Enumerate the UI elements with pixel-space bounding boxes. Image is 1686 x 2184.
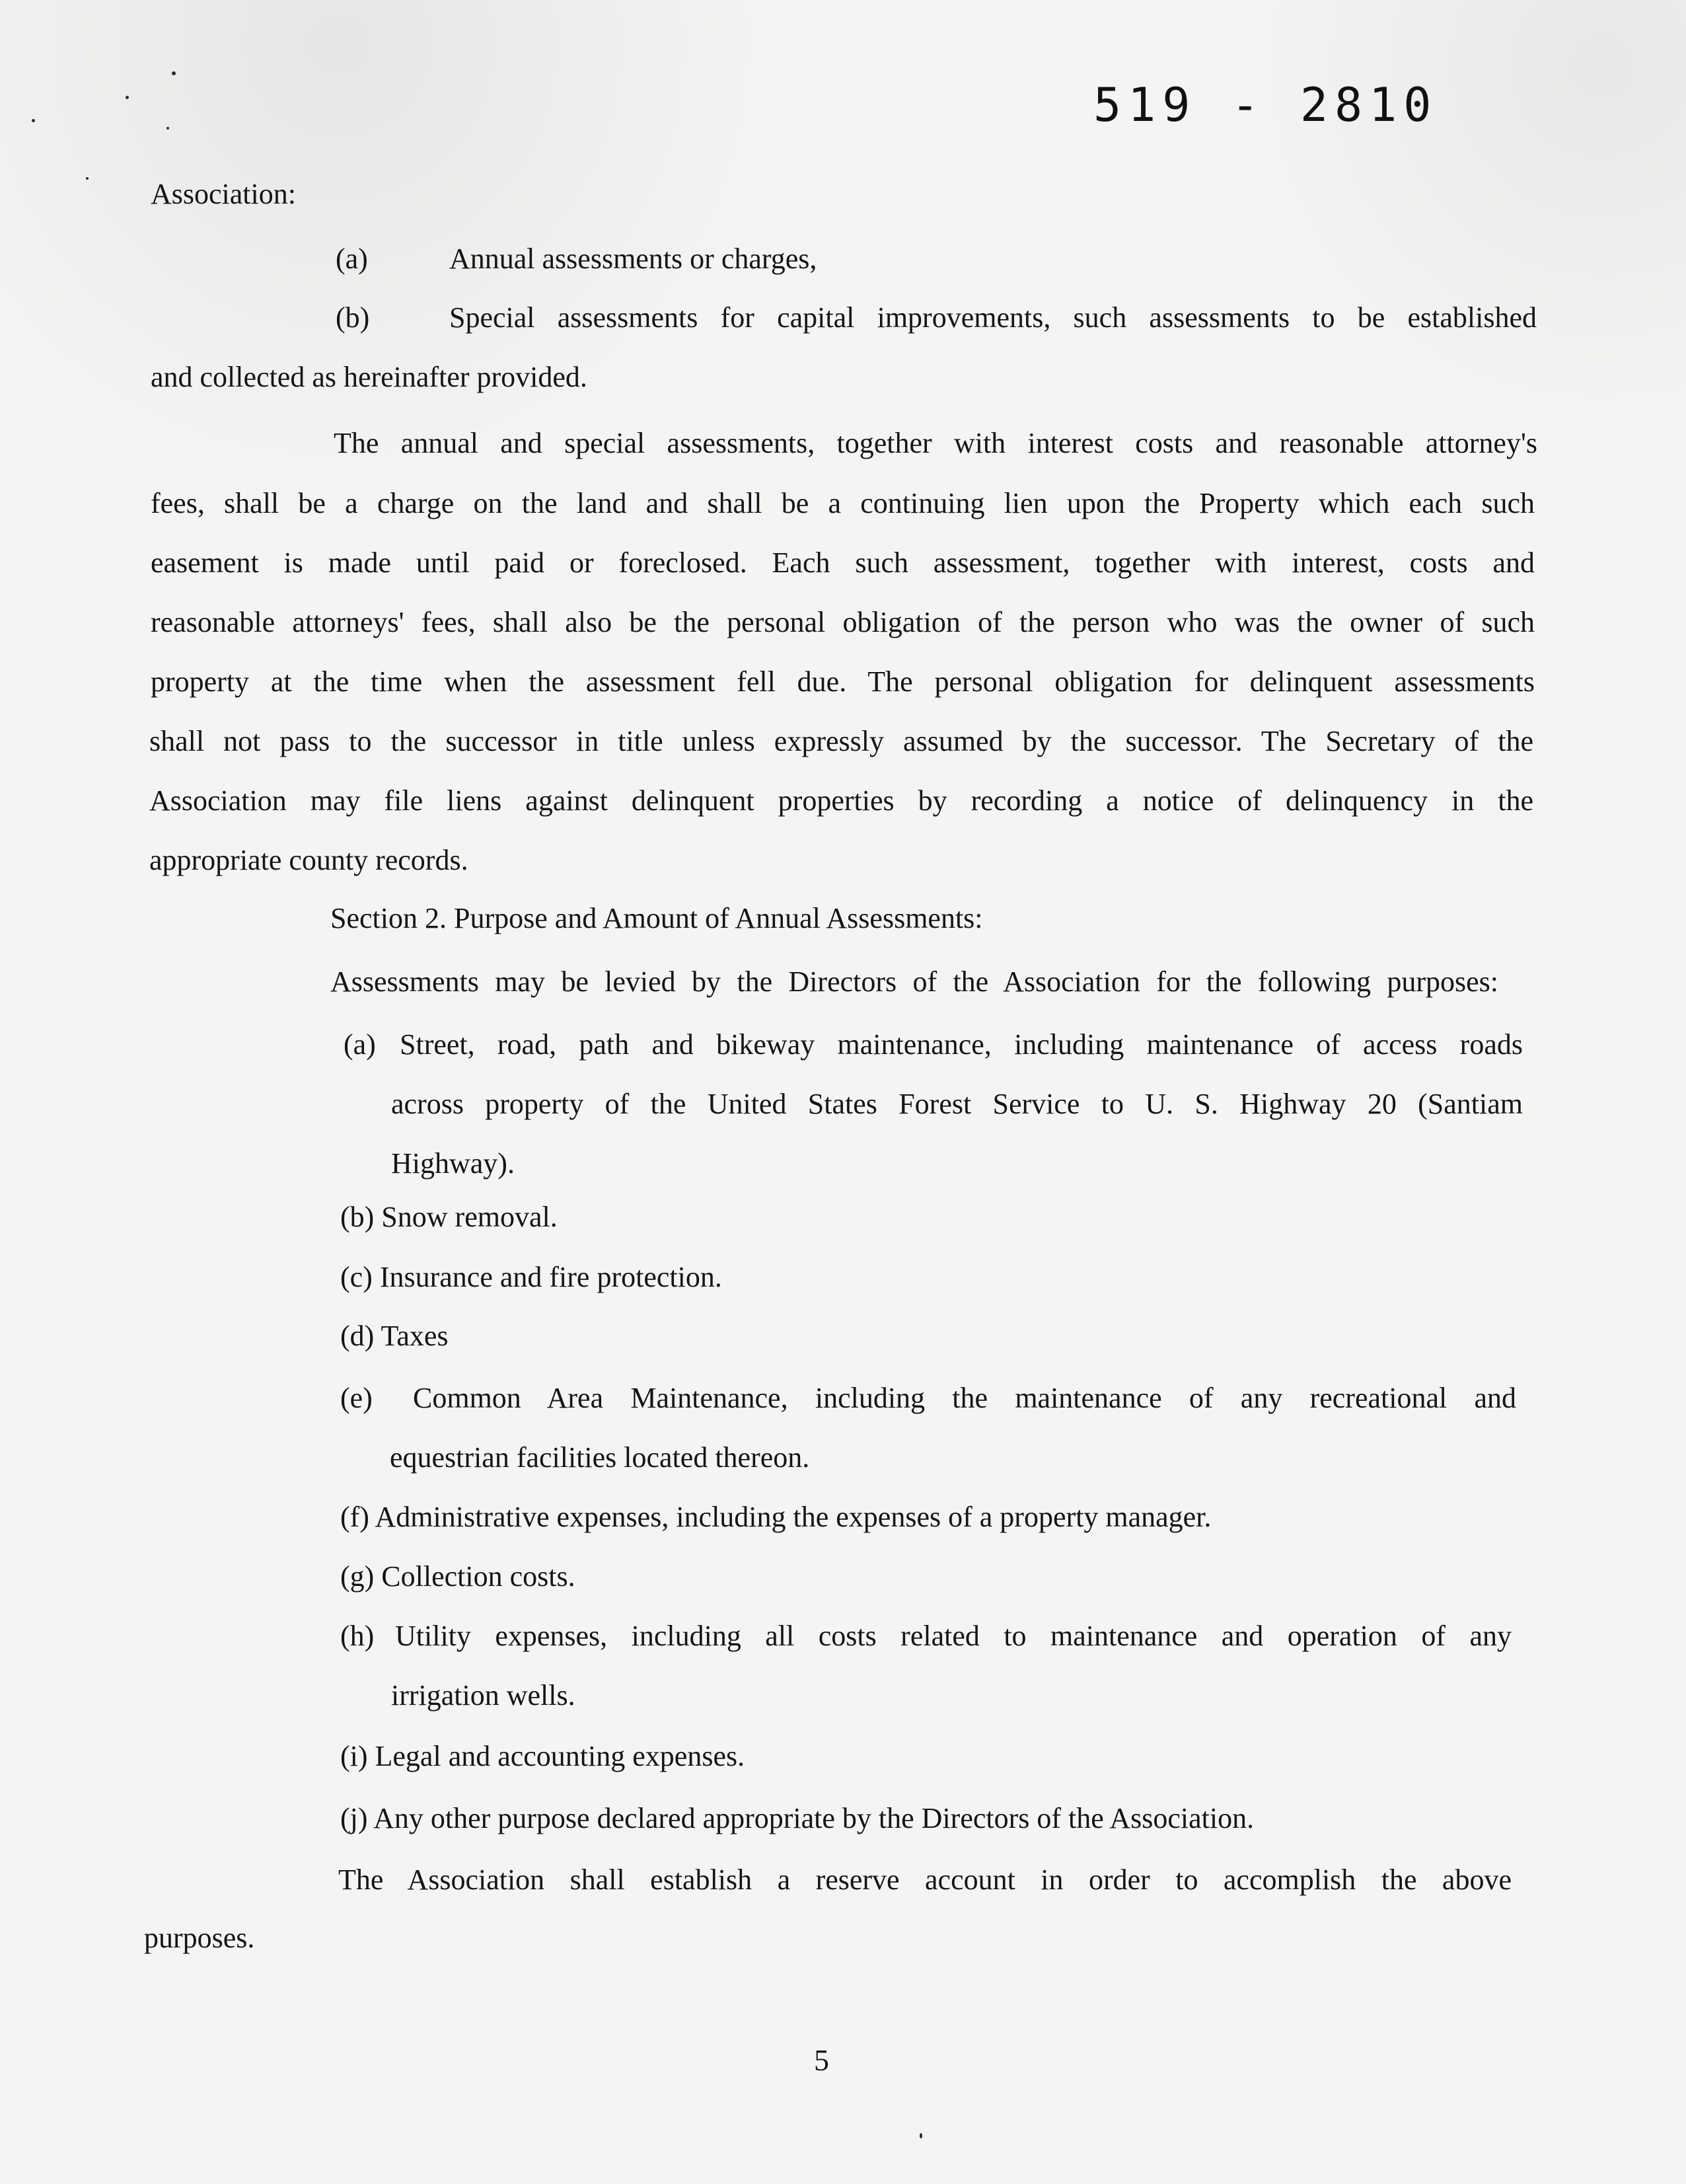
purpose-g: (g) Collection costs. bbox=[340, 1560, 575, 1593]
paragraph1-line: shall not pass to the successor in title unless expressly assumed by the successor. The Secretary of the bbox=[149, 725, 1533, 757]
purpose-e-line2: equestrian facilities located thereon. bbox=[390, 1441, 810, 1474]
purpose-c: (c) Insurance and fire protection. bbox=[340, 1261, 722, 1293]
scan-speck bbox=[172, 71, 176, 75]
paragraph1-line: property at the time when the assessment fell due. The personal obligation for delinquent assessments bbox=[151, 665, 1535, 698]
purpose-e-line1: Common Area Maintenance, including the maintenance of any recreational and bbox=[413, 1382, 1516, 1414]
scan-speck bbox=[86, 177, 89, 180]
paragraph1-line: Association may file liens against delinquent properties by recording a notice of delinquency in the bbox=[149, 784, 1533, 817]
item-b-marker: (b) bbox=[336, 301, 370, 334]
purpose-a-line3: Highway). bbox=[391, 1147, 515, 1180]
item-b-text-line1: Special assessments for capital improvements, such assessments to be established bbox=[449, 301, 1537, 334]
paragraph1-line: fees, shall be a charge on the land and shall be a continuing lien upon the Property which each such bbox=[151, 487, 1535, 519]
paragraph1-line: appropriate county records. bbox=[149, 844, 468, 876]
purpose-i: (i) Legal and accounting expenses. bbox=[340, 1740, 745, 1772]
scan-speck bbox=[920, 2133, 922, 2138]
paragraph1-line: reasonable attorneys' fees, shall also be the personal obligation of the person who was the owner of such bbox=[151, 606, 1535, 638]
intro-label: Association: bbox=[151, 178, 296, 210]
purpose-e-marker: (e) bbox=[340, 1382, 373, 1414]
scan-speck bbox=[166, 127, 169, 130]
item-a-marker: (a) bbox=[336, 243, 368, 275]
purpose-a-line1: Street, road, path and bikeway maintenance, including maintenance of access roads bbox=[400, 1028, 1523, 1061]
reserve-line1: The Association shall establish a reserve account in order to accomplish the above bbox=[338, 1864, 1512, 1896]
purpose-a-line2: across property of the United States Forest Service to U. S. Highway 20 (Santiam bbox=[391, 1088, 1523, 1120]
scan-speck bbox=[126, 96, 129, 99]
purpose-h-line2: irrigation wells. bbox=[391, 1679, 575, 1712]
purpose-h-marker: (h) bbox=[340, 1620, 375, 1652]
page-number: 5 bbox=[814, 2043, 829, 2077]
paragraph1-line: easement is made until paid or foreclosed. Each such assessment, together with interest, costs and bbox=[151, 546, 1535, 579]
paragraph1-line: The annual and special assessments, together with interest costs and reasonable attorney's bbox=[334, 427, 1537, 459]
purpose-f: (f) Administrative expenses, including the expenses of a property manager. bbox=[340, 1501, 1212, 1533]
purpose-a-marker: (a) bbox=[344, 1028, 376, 1061]
purpose-b: (b) Snow removal. bbox=[340, 1201, 558, 1233]
purpose-j: (j) Any other purpose declared appropriate by the Directors of the Association. bbox=[340, 1802, 1255, 1834]
section2-heading: Section 2. Purpose and Amount of Annual Assessments: bbox=[330, 902, 983, 934]
section2-intro: Assessments may be levied by the Directors of the Association for the following purposes: bbox=[330, 965, 1498, 998]
purpose-h-line1: Utility expenses, including all costs related to maintenance and operation of any bbox=[395, 1620, 1512, 1652]
reserve-line2: purposes. bbox=[144, 1922, 255, 1954]
item-a-text: Annual assessments or charges, bbox=[449, 243, 817, 275]
item-b-text-line2: and collected as hereinafter provided. bbox=[151, 361, 587, 393]
scan-speck bbox=[32, 119, 35, 122]
document-number: 519 - 2810 bbox=[1093, 78, 1438, 132]
purpose-d: (d) Taxes bbox=[340, 1320, 449, 1352]
